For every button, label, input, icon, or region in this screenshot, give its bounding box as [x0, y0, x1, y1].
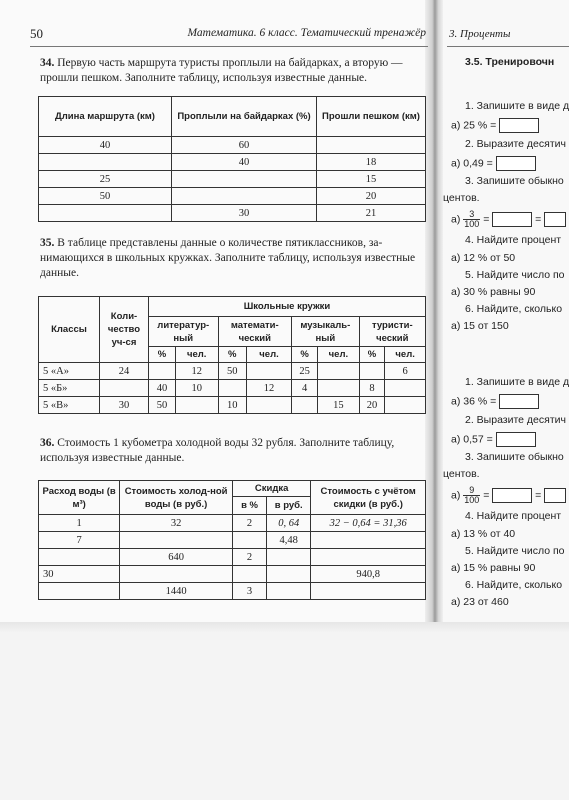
cell: 30 — [172, 205, 317, 222]
cell: 40 — [39, 137, 172, 154]
header-clubs: Школьные кружки — [149, 297, 426, 317]
sub-people: чел. — [175, 347, 218, 363]
header-kayak: Проплыли на байдарках (%) — [172, 97, 317, 137]
cell: 12 — [175, 363, 218, 380]
cell — [120, 566, 233, 583]
table-row — [39, 205, 426, 222]
header-disc-pct: в % — [232, 497, 266, 515]
cell: 12 — [247, 380, 292, 397]
cell: 8 — [359, 380, 385, 397]
r-line-16: 2. Выразите десятич — [465, 414, 566, 426]
cell: 5 «А» — [39, 363, 100, 380]
r-line-13: а) 15 от 150 — [451, 320, 509, 332]
cell — [267, 566, 311, 583]
r-line-12: 6. Найдите, сколько — [465, 303, 563, 315]
cell: 21 — [317, 205, 426, 222]
cell: 940,8 — [311, 566, 426, 583]
cell: 15 — [317, 171, 426, 188]
cell — [385, 380, 426, 397]
cell: 24 — [100, 363, 149, 380]
answer-box[interactable] — [499, 394, 539, 409]
cell — [247, 397, 292, 414]
r-line-8: 4. Найдите процент — [465, 234, 562, 246]
r-line-2: а) 25 % = — [451, 118, 539, 133]
cell — [311, 532, 426, 549]
header-total: Стоимость с учётом скидки (в руб.) — [311, 481, 426, 515]
cell: 20 — [317, 188, 426, 205]
cell — [218, 380, 247, 397]
cell: 18 — [317, 154, 426, 171]
header-discount: Скидка — [232, 481, 310, 497]
r-line-20: а) $\frac{9}{100}$ = = — [451, 486, 566, 505]
cell: 2 — [232, 515, 266, 532]
header-disc-rub: в руб. — [267, 497, 311, 515]
cell — [100, 380, 149, 397]
cell — [318, 380, 359, 397]
cell: 640 — [120, 549, 233, 566]
sub-people: чел. — [385, 347, 426, 363]
cell — [172, 188, 317, 205]
right-runhead — [447, 26, 569, 47]
header-volume: Расход воды (в м³) — [39, 481, 120, 515]
cell — [120, 532, 233, 549]
task36-text: 36. Стоимость 1 кубометра холодной воды 32 рубля. Заполните таблицу, используя известные данные. — [40, 437, 395, 464]
r-line-11: а) 30 % равны 90 — [451, 286, 536, 298]
cell: 1 — [39, 515, 120, 532]
cell: 40 — [172, 154, 317, 171]
r-line-9: а) 12 % от 50 — [451, 252, 516, 264]
cell — [175, 397, 218, 414]
r-line-26: а) 23 от 460 — [451, 596, 509, 608]
task34-text: 34. Первую часть маршрута туристы проплыли на байдарках, а вторую — прошли пешком. Заполните таблицу, используя известные данные. — [40, 57, 403, 84]
task35-text: 35. В таблице представлены данные о количестве пятиклассников, за- нимающихся в школьных кружках. Заполните таблицу, используя известные данные. — [40, 237, 416, 279]
header-tourist: туристи-ческий — [359, 317, 425, 347]
book-gutter — [425, 0, 443, 622]
table-row — [39, 566, 426, 583]
cell: 3 — [232, 583, 266, 600]
r-line-21: 4. Найдите процент — [465, 510, 562, 522]
cell — [149, 363, 176, 380]
r-line-6: центов. — [443, 192, 480, 204]
scanner-background — [0, 622, 569, 800]
cell: 32 − 0,64 = 31,36 — [311, 515, 426, 532]
cell — [267, 583, 311, 600]
cell: 32 — [120, 515, 233, 532]
r-line-15: а) 36 % = — [451, 394, 539, 409]
r-line-24: а) 15 % равны 90 — [451, 562, 536, 574]
cell — [317, 137, 426, 154]
cell: 10 — [175, 380, 218, 397]
cell — [39, 205, 172, 222]
table-row — [39, 188, 426, 205]
cell: 6 — [385, 363, 426, 380]
cell — [232, 566, 266, 583]
r-line-1: 1. Запишите в виде д — [465, 100, 569, 112]
cell: 60 — [172, 137, 317, 154]
right-page — [443, 0, 569, 622]
cell: 25 — [39, 171, 172, 188]
header-music: музыкаль-ный — [292, 317, 360, 347]
header-count: Коли-чество уч-ся — [100, 297, 149, 363]
task36-number: 36. — [40, 437, 55, 449]
cell: 4,48 — [267, 532, 311, 549]
r-line-23: 5. Найдите число по — [465, 545, 565, 557]
answer-box[interactable] — [492, 212, 532, 227]
cell: 50 — [39, 188, 172, 205]
cell: 10 — [218, 397, 247, 414]
r-line-14: 1. Запишите в виде д — [465, 376, 569, 388]
cell: 20 — [359, 397, 385, 414]
task34-table — [38, 96, 426, 222]
cell: 7 — [39, 532, 120, 549]
sub-people: чел. — [247, 347, 292, 363]
cell — [359, 363, 385, 380]
sub-percent: % — [359, 347, 385, 363]
sub-people: чел. — [318, 347, 359, 363]
cell — [311, 583, 426, 600]
answer-box[interactable] — [492, 488, 532, 503]
r-line-5: 3. Запишите обыкно — [465, 175, 564, 187]
cell — [292, 397, 318, 414]
cell: 30 — [100, 397, 149, 414]
cell: 40 — [149, 380, 176, 397]
cell: 15 — [318, 397, 359, 414]
answer-box[interactable] — [496, 432, 536, 447]
cell — [311, 549, 426, 566]
task36-table — [38, 480, 426, 600]
cell: 2 — [232, 549, 266, 566]
cell: 0, 64 — [267, 515, 311, 532]
page-number: 50 — [30, 26, 43, 41]
r-line-10: 5. Найдите число по — [465, 269, 565, 281]
fraction: $\frac{3}{100}$ — [464, 209, 480, 229]
r-line-4: а) 0,49 = — [451, 156, 536, 171]
fraction: $\frac{9}{100}$ — [464, 485, 480, 505]
header-literary: литератур-ный — [149, 317, 219, 347]
cell: 1440 — [120, 583, 233, 600]
cell: 50 — [149, 397, 176, 414]
header-cost: Стоимость холод-ной воды (в руб.) — [120, 481, 233, 515]
cell: 25 — [292, 363, 318, 380]
cell — [39, 549, 120, 566]
cell: 30 — [39, 566, 120, 583]
sub-percent: % — [292, 347, 318, 363]
r-line-25: 6. Найдите, сколько — [465, 579, 563, 591]
cell — [172, 171, 317, 188]
running-header — [30, 26, 428, 47]
cell — [39, 583, 120, 600]
cell: 4 — [292, 380, 318, 397]
task35-table — [38, 296, 426, 414]
header-math: математи-ческий — [218, 317, 292, 347]
table-row — [39, 397, 426, 414]
cell — [318, 363, 359, 380]
table-row — [39, 363, 426, 380]
table-row — [39, 583, 426, 600]
r-line-18: 3. Запишите обыкно — [465, 451, 564, 463]
cell: 5 «Б» — [39, 380, 100, 397]
table-row — [39, 380, 426, 397]
r-line-22: а) 13 % от 40 — [451, 528, 516, 540]
answer-box[interactable] — [544, 212, 566, 227]
table-row — [39, 549, 426, 566]
cell — [267, 549, 311, 566]
cell: 50 — [218, 363, 247, 380]
cell — [385, 397, 426, 414]
r-line-19: центов. — [443, 468, 480, 480]
sub-percent: % — [149, 347, 176, 363]
header-route-length: Длина маршрута (км) — [39, 97, 172, 137]
table-row — [39, 171, 426, 188]
header-classes: Классы — [39, 297, 100, 363]
table-row — [39, 154, 426, 171]
task34-number: 34. — [40, 57, 55, 69]
answer-box[interactable] — [496, 156, 536, 171]
cell — [247, 363, 292, 380]
cell — [232, 532, 266, 549]
header-walk: Прошли пешком (км) — [317, 97, 426, 137]
cell — [39, 154, 172, 171]
task35-number: 35. — [40, 237, 55, 249]
sub-percent: % — [218, 347, 247, 363]
answer-box[interactable] — [544, 488, 566, 503]
r-line-7: а) $\frac{3}{100}$ = = — [451, 210, 566, 229]
answer-box[interactable] — [499, 118, 539, 133]
r-line-3: 2. Выразите десятич — [465, 138, 566, 150]
r-line-17: а) 0,57 = — [451, 432, 536, 447]
right-running-title: 3. Проценты — [449, 28, 511, 40]
section-title: 3.5. Тренировочн — [465, 56, 555, 68]
table-row — [39, 532, 426, 549]
cell: 5 «В» — [39, 397, 100, 414]
table-row — [39, 515, 426, 532]
table-row — [39, 137, 426, 154]
running-title: Математика. 6 класс. Тематический тренажёр — [187, 27, 426, 39]
